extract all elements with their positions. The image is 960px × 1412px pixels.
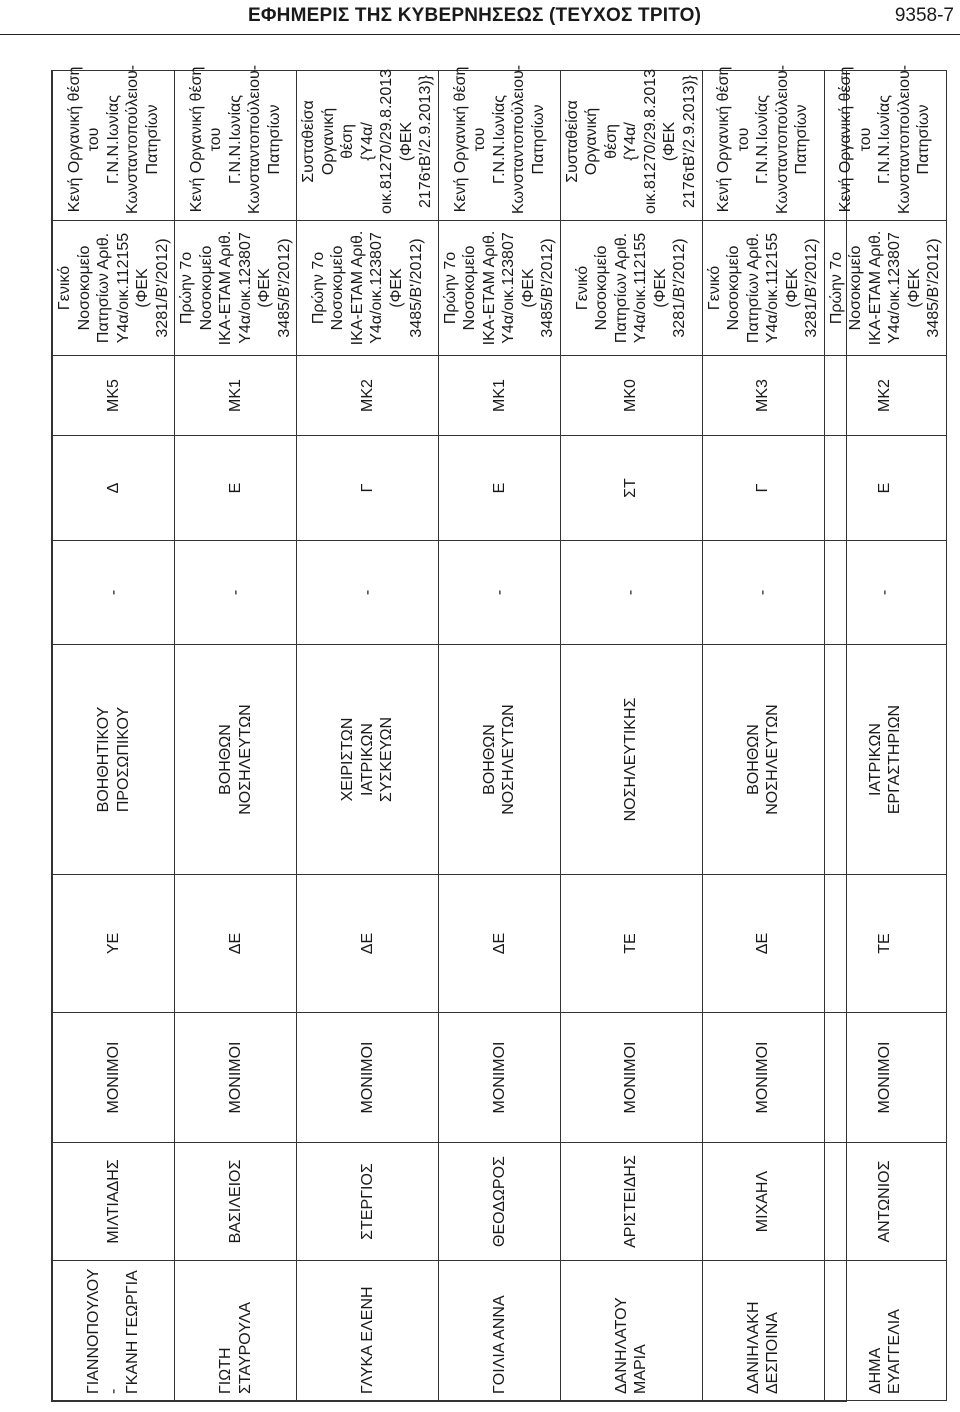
destination-position-text: Κενή Οργανική θέση του Γ.Ν.Ν.Ιωνίας Κωνσταντοπούλειου- Πατησίων: [187, 64, 283, 214]
employment-status-cell: [53, 1013, 175, 1143]
father-name-text: ΜΙΧΑΗΛ: [754, 1170, 772, 1233]
father-name-text: ΒΑΣΙΛΕΙΟΣ: [226, 1159, 244, 1244]
origin-hospital-cell: [824, 221, 946, 356]
category-text: ΔΕ: [358, 932, 376, 955]
category-cell: [53, 875, 175, 1013]
category-cell: [824, 875, 946, 1013]
specialty-cell: [560, 645, 702, 875]
employee-name-text: ΓΙΩΤΗ ΣΤΑΥΡΟΥΛΑ: [217, 1301, 254, 1394]
employee-name-cell: [297, 1261, 439, 1401]
table-row: [438, 71, 560, 1401]
page-number: 9358-7: [894, 5, 954, 26]
origin-hospital-cell: [297, 221, 439, 356]
employee-name-text: ΔΑΝΙΗΛΑΚΗ ΔΕΣΠΟΙΝΑ: [744, 1301, 782, 1394]
mk-cell: [175, 356, 297, 436]
dash-text: -: [358, 589, 376, 596]
origin-hospital-cell: [560, 221, 702, 356]
mk-text: ΜΚ2: [876, 379, 894, 412]
origin-hospital-text: Γενικό Νοσοκομείο Πατησίων Αριθ. Υ4α/οικ.112155 (ΦΕΚ 3281/Β'/2012): [705, 232, 821, 344]
specialty-cell: [702, 645, 824, 875]
employment-status-cell: [702, 1013, 824, 1143]
grade-text: ΣΤ: [622, 478, 640, 498]
grade-cell: [438, 436, 560, 541]
dash-cell: [438, 541, 560, 645]
dash-cell: [560, 541, 702, 645]
father-name-cell: [297, 1143, 439, 1261]
father-name-text: ΣΤΕΡΓΙΟΣ: [358, 1163, 376, 1240]
employee-name-cell: [702, 1261, 824, 1401]
category-text: ΔΕ: [754, 932, 772, 955]
destination-position-text: Κενή Οργανική θέση του Γ.Ν.Ν.Ιωνίας Κωνσταντοπούλειου- Πατησίων: [65, 64, 161, 214]
page-header: [0, 0, 960, 35]
specialty-text: ΧΕΙΡΙΣΤΩΝ ΙΑΤΡΙΚΩΝ ΣΥΣΚΕΥΩΝ: [339, 716, 396, 803]
dash-text: -: [622, 589, 640, 596]
father-name-cell: [53, 1143, 175, 1261]
father-name-cell: [702, 1143, 824, 1261]
employment-status-text: ΜΟΝΙΜΟΙ: [226, 1041, 244, 1114]
employee-name-cell: [560, 1261, 702, 1401]
father-name-text: ΑΝΤΩΝΙΟΣ: [876, 1160, 894, 1243]
specialty-cell: [824, 645, 946, 875]
father-name-cell: [824, 1143, 946, 1261]
origin-hospital-cell: [438, 221, 560, 356]
father-name-cell: [175, 1143, 297, 1261]
category-text: ΤΕ: [876, 933, 894, 954]
origin-hospital-cell: [175, 221, 297, 356]
employment-status-text: ΜΟΝΙΜΟΙ: [754, 1041, 772, 1114]
employment-status-text: ΜΟΝΙΜΟΙ: [104, 1041, 122, 1114]
father-name-text: ΑΡΙΣΤΕΙΔΗΣ: [622, 1155, 640, 1248]
grade-text: Γ: [754, 483, 772, 493]
category-cell: [175, 875, 297, 1013]
mk-text: ΜΚ1: [490, 379, 508, 412]
destination-position-cell: [53, 64, 175, 221]
table-row: [560, 71, 702, 1401]
grade-text: Ε: [490, 482, 508, 494]
destination-position-text: Συσταθείσα Οργανική θέση {Υ4α/οικ.81270/29.8.2013 (ΦΕΚ 2176τΒ'/2.9.2013)}: [300, 68, 435, 214]
grade-cell: [560, 436, 702, 541]
employment-status-text: ΜΟΝΙΜΟΙ: [876, 1041, 894, 1114]
destination-position-text: Κενή Οργανική θέση του Γ.Ν.Ν.Ιωνίας Κωνσταντοπούλειου- Πατησίων: [837, 64, 933, 214]
dash-cell: [175, 541, 297, 645]
mk-cell: [297, 356, 439, 436]
dash-cell: [53, 541, 175, 645]
table-row: [702, 71, 824, 1401]
destination-position-text: Συσταθείσα Οργανική θέση {Υ4α/οικ.81270/29.8.2013 (ΦΕΚ 2176τΒ'/2.9.2013)}: [563, 68, 698, 214]
mk-cell: [53, 356, 175, 436]
dash-text: -: [104, 589, 122, 596]
rotated-table-container: [52, 64, 943, 1401]
employee-name-text: ΓΟΙΛΙΑ ΑΝΝΑ: [490, 1295, 508, 1394]
origin-hospital-text: Γενικό Νοσοκομείο Πατησίων Αριθ. Υ4α/οικ.112155 (ΦΕΚ 3281/Β'/2012): [56, 232, 171, 344]
dash-text: -: [226, 589, 244, 596]
specialty-text: ΒΟΗΘΩΝ ΝΟΣΗΛΕΥΤΩΝ: [217, 704, 254, 815]
origin-hospital-text: Πρώην 7ο Νοσοκομείο ΙΚΑ-ΕΤΑΜ Αριθ. Υ4α/οικ.123807 (ΦΕΚ 3485/Β'/2012): [309, 230, 425, 346]
transfer-table: [52, 64, 947, 1401]
employee-name-text: ΔΑΝΗΛΑΤΟΥ ΜΑΡΙΑ: [612, 1297, 650, 1394]
destination-position-text: Κενή Οργανική θέση του Γ.Ν.Ν.Ιωνίας Κωνσταντοπούλειου- Πατησίων: [451, 64, 547, 214]
mk-cell: [824, 356, 946, 436]
category-cell: [297, 875, 439, 1013]
father-name-cell: [560, 1143, 702, 1261]
origin-hospital-text: Γενικό Νοσοκομείο Πατησίων Αριθ. Υ4α/οικ.112155 (ΦΕΚ 3281/Β'/2012): [573, 232, 689, 344]
dash-text: -: [876, 589, 894, 596]
employment-status-text: ΜΟΝΙΜΟΙ: [490, 1041, 508, 1114]
transfer-table-frame: [51, 64, 943, 1402]
grade-cell: [824, 436, 946, 541]
specialty-cell: [297, 645, 439, 875]
mk-cell: [702, 356, 824, 436]
mk-text: ΜΚ2: [358, 379, 376, 412]
specialty-cell: [53, 645, 175, 875]
employment-status-cell: [438, 1013, 560, 1143]
grade-cell: [297, 436, 439, 541]
employee-name-text: ΔΗΜΑ ΕΥΑΓΓΕΛΙΑ: [866, 1309, 904, 1394]
origin-hospital-text: Πρώην 7ο Νοσοκομείο ΙΚΑ-ΕΤΑΜ Αριθ. Υ4α/οικ.123807 (ΦΕΚ 3485/Β'/2012): [178, 230, 293, 346]
specialty-cell: [438, 645, 560, 875]
specialty-text: ΙΑΤΡΙΚΩΝ ΕΡΓΑΣΤΗΡΙΩΝ: [866, 704, 904, 815]
destination-position-cell: [175, 64, 297, 221]
father-name-text: ΜΙΛΤΙΑΔΗΣ: [104, 1159, 122, 1244]
mk-text: ΜΚ5: [104, 379, 122, 412]
dash-text: -: [490, 589, 508, 596]
mk-cell: [438, 356, 560, 436]
origin-hospital-cell: [53, 221, 175, 356]
table-body: [53, 64, 947, 1401]
grade-text: Δ: [104, 482, 122, 494]
category-text: ΔΕ: [226, 932, 244, 955]
mk-text: ΜΚ0: [622, 379, 640, 412]
origin-hospital-cell: [702, 221, 824, 356]
destination-position-cell: [560, 68, 702, 221]
employee-name-cell: [438, 1261, 560, 1401]
employee-name-cell: [175, 1261, 297, 1401]
origin-hospital-text: Πρώην 7ο Νοσοκομείο ΙΚΑ-ΕΤΑΜ Αριθ. Υ4α/οικ.123807 (ΦΕΚ 3485/Β'/2012): [441, 230, 557, 346]
employment-status-text: ΜΟΝΙΜΟΙ: [358, 1041, 376, 1114]
employment-status-cell: [297, 1013, 439, 1143]
father-name-cell: [438, 1143, 560, 1261]
table-row: [53, 71, 175, 1401]
grade-cell: [175, 436, 297, 541]
origin-hospital-text: Πρώην 7ο Νοσοκομείο ΙΚΑ-ΕΤΑΜ Αριθ. Υ4α/οικ.123807 (ΦΕΚ 3485/Β'/2012): [827, 230, 943, 346]
specialty-text: ΒΟΗΘΗΤΙΚΟΥ ΠΡΟΣΩΠΙΚΟΥ: [95, 706, 132, 813]
father-name-text: ΘΕΟΔΩΡΟΣ: [490, 1156, 508, 1247]
specialty-text: ΒΟΗΘΩΝ ΝΟΣΗΛΕΥΤΩΝ: [480, 704, 518, 815]
category-cell: [560, 875, 702, 1013]
grade-text: Ε: [876, 482, 894, 494]
table-row: [824, 71, 946, 1401]
dash-cell: [702, 541, 824, 645]
category-text: ΔΕ: [490, 932, 508, 955]
dash-cell: [824, 541, 946, 645]
employee-name-text: ΓΙΑΝΝΟΠΟΥΛΟΥ - ΓΚΑΝΗ ΓΕΩΡΓΙΑ: [85, 1268, 142, 1394]
employee-name-cell: [53, 1261, 175, 1401]
grade-text: Ε: [226, 482, 244, 494]
dash-text: -: [754, 589, 772, 596]
destination-position-text: Κενή Οργανική θέση του Γ.Ν.Ν.Ιωνίας Κωνσταντοπούλειου- Πατησίων: [715, 64, 811, 214]
mk-text: ΜΚ3: [754, 379, 772, 412]
grade-cell: [702, 436, 824, 541]
destination-position-cell: [824, 64, 946, 221]
specialty-text: ΒΟΗΘΩΝ ΝΟΣΗΛΕΥΤΩΝ: [744, 704, 782, 815]
specialty-cell: [175, 645, 297, 875]
destination-position-cell: [702, 64, 824, 221]
table-row: [297, 71, 439, 1401]
gazette-title: ΕΦΗΜΕΡΙΣ ΤΗΣ ΚΥΒΕΡΝΗΣΕΩΣ (ΤΕΥΧΟΣ ΤΡΙΤΟ): [248, 5, 702, 26]
category-cell: [438, 875, 560, 1013]
mk-cell: [560, 356, 702, 436]
dash-cell: [297, 541, 439, 645]
destination-position-cell: [438, 64, 560, 221]
specialty-text: ΝΟΣΗΛΕΥΤΙΚΗΣ: [622, 697, 640, 822]
table-row: [175, 71, 297, 1401]
employment-status-cell: [175, 1013, 297, 1143]
employment-status-text: ΜΟΝΙΜΟΙ: [622, 1041, 640, 1114]
grade-cell: [53, 436, 175, 541]
mk-text: ΜΚ1: [226, 379, 244, 412]
employee-name-cell: [824, 1261, 946, 1401]
employment-status-cell: [560, 1013, 702, 1143]
category-text: ΥΕ: [104, 932, 122, 955]
employment-status-cell: [824, 1013, 946, 1143]
grade-text: Γ: [358, 483, 376, 493]
destination-position-cell: [297, 68, 439, 221]
category-cell: [702, 875, 824, 1013]
employee-name-text: ΓΛΥΚΑ ΕΛΕΝΗ: [358, 1286, 376, 1394]
category-text: ΤΕ: [622, 933, 640, 954]
